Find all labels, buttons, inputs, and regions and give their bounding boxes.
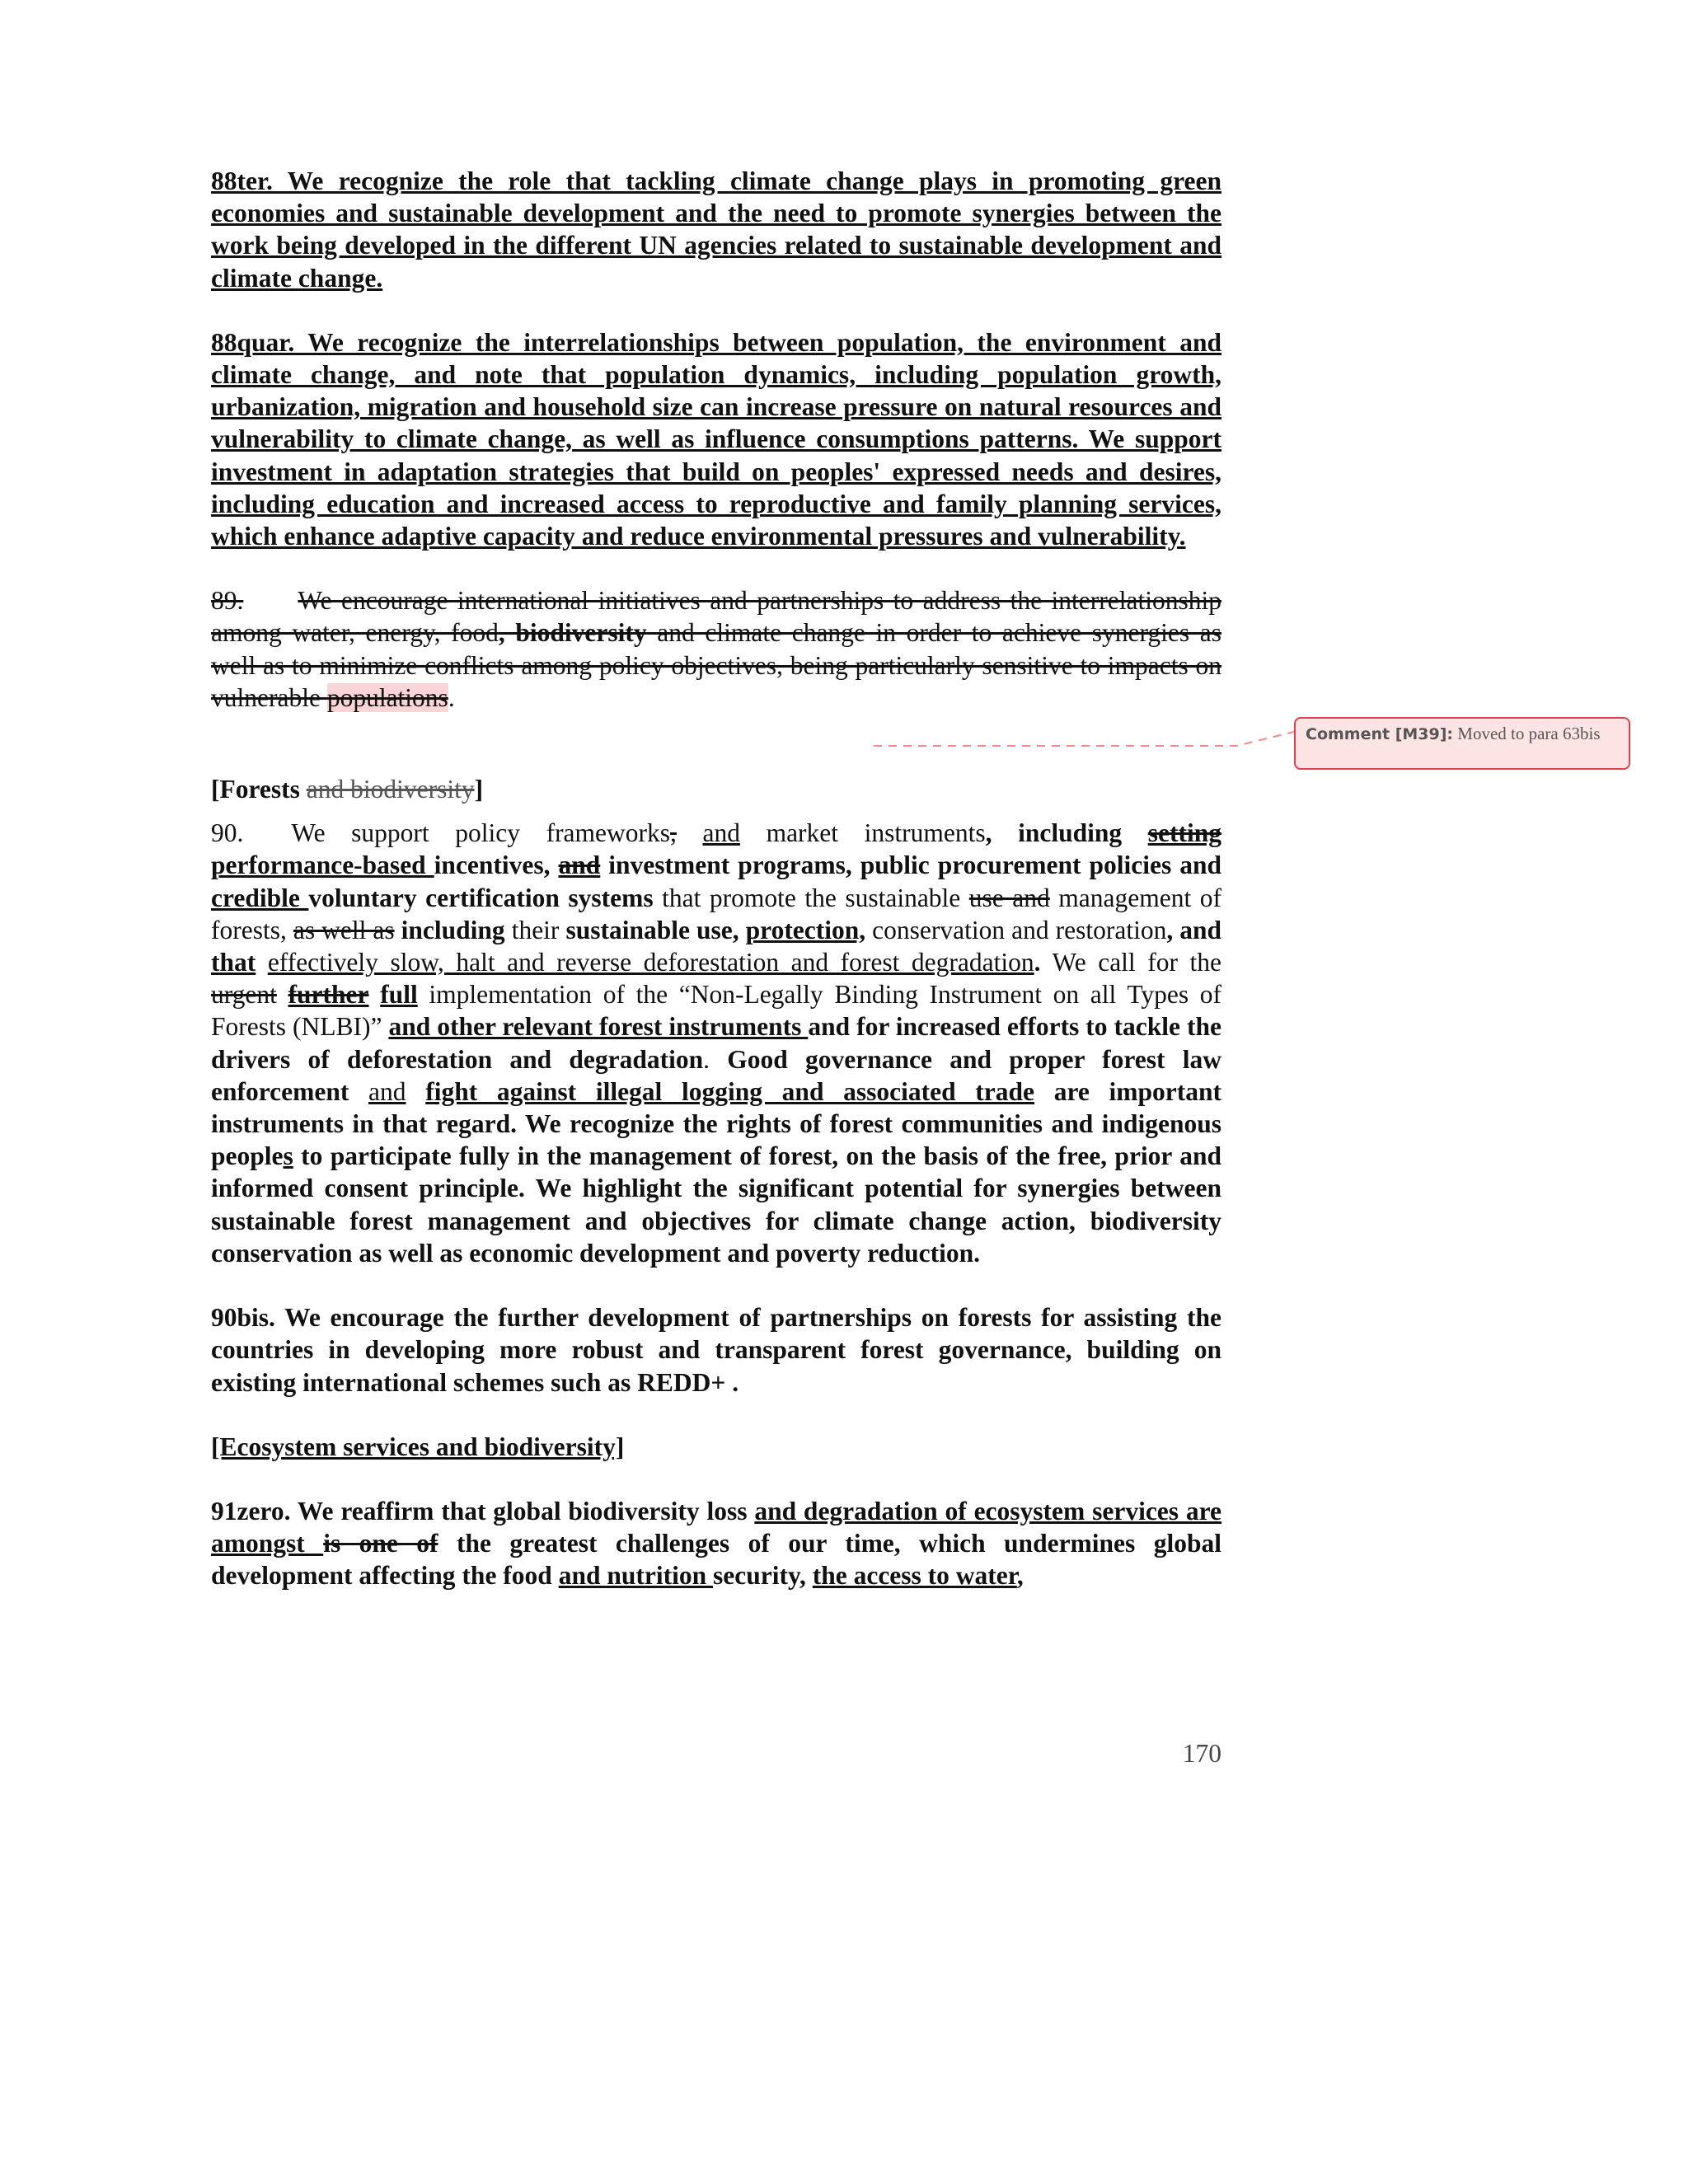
document-body — [211, 165, 1221, 1624]
heading-forests-open: [Forests — [211, 775, 307, 804]
comment-tag: Comment [M39]: — [1306, 725, 1454, 743]
p90-t43: fight against illegal logging and associated trade — [425, 1076, 1035, 1106]
p90-t44: are important instruments in that regard. We recognize the rights of forest communities and indigenous people — [211, 1076, 1222, 1171]
p90-t35: full — [380, 980, 418, 1010]
p91-b: and degradation of ecosystem services are amongst — [211, 1496, 1222, 1558]
p90-t22: sustainable use, — [565, 915, 746, 944]
p90-t27 — [256, 948, 268, 977]
p90-t05: and — [702, 818, 740, 848]
p90-t36: implementation of the “Non-Legally Binding Instrument on all Types of Forests (NLBI)” — [211, 980, 1222, 1042]
p89-text-a: We encourage international initiatives and partnerships to address the interrelationship among water, energy, food — [211, 586, 1221, 648]
paragraph-90bis — [211, 1301, 1221, 1399]
paragraph-89-deleted — [211, 584, 1221, 714]
paragraph-88quar — [211, 326, 1221, 552]
p90-t06: market instruments — [739, 818, 986, 848]
p90-t41: and — [368, 1076, 406, 1106]
p90-t13: investment programs, public procurement policies and — [600, 851, 1221, 880]
p90-t04 — [677, 818, 703, 847]
p90-t11: incentives, — [434, 851, 559, 880]
p90-t40: Good governance and proper forest law enforcement — [211, 1044, 1221, 1106]
p90-t37: and other relevant forest instruments — [388, 1012, 809, 1042]
p90-t46: to participate fully in the management of forest, on the basis of the free, prior and informed consent principle. We highlight the significant potential for synergies between sustainable forest management and objectives for climate change action, biodiversity conservation as well as economic development and poverty reduction. — [211, 1141, 1221, 1268]
p90-t03: , — [670, 818, 677, 848]
p90-t24: conservation and restoration — [865, 915, 1167, 944]
p90-t28: effectively slow, halt and reverse deforestation and forest degradation — [267, 948, 1034, 977]
p90-t17: use and — [968, 883, 1050, 912]
p90-t29: . — [1034, 948, 1041, 977]
heading-ecosystem-services — [211, 1431, 1221, 1463]
p90-t18: management of forests, — [211, 883, 1221, 944]
p90-t45: s — [283, 1141, 293, 1171]
heading-forests-close: ] — [474, 775, 484, 804]
comment-balloon[interactable] — [1294, 717, 1630, 770]
p90-t10: performance-based — [211, 851, 434, 880]
p90-t26: that — [211, 948, 256, 977]
p90-t32 — [277, 980, 288, 1009]
p90-t12: and — [558, 851, 601, 880]
paragraph-88quar-text: 88quar. We recognize the interrelationships between population, the environment and climate change, and note that population dynamics, including population growth, urbanization, migration and household size can increase pressure on natural resources and vulnerability to climate change, as well as influence consumptions patterns. We support investment in adaptation strategies that build on peoples' expressed needs and desires, including education and increased access to reproductive and family planning services, which enhance adaptive capacity and reduce environmental pressures and vulnerability. — [211, 327, 1221, 551]
p91-d: the greatest challenges of our time, which undermines global development affecting the food — [211, 1529, 1221, 1591]
p90-t02: We support policy frameworks — [291, 818, 671, 848]
heading-forests — [211, 773, 1221, 805]
p90-t38: and for increased efforts to tackle the drivers of deforestation and degradation — [211, 1012, 1221, 1074]
paragraph-91zero — [211, 1495, 1221, 1592]
p90-t14: credible — [211, 883, 309, 912]
paragraph-88ter — [211, 165, 1221, 294]
paragraph-88ter-text: 88ter. We recognize the role that tackling climate change plays in promoting green economies and sustainable development and the need to promote synergies between the work being developed in the different UN agencies related to sustainable development and climate change. — [211, 166, 1221, 293]
heading-forests-struck: and biodiversity — [306, 775, 475, 804]
p90-t15: voluntary certification systems — [308, 883, 654, 912]
p90-t19: as well as — [293, 915, 395, 944]
p91-a: 91zero. We reaffirm that global biodiversity loss — [211, 1496, 755, 1526]
comment-text: Moved to para 63bis — [1453, 724, 1601, 743]
p90-t25: , and — [1166, 915, 1221, 944]
p89-number: 89. — [211, 586, 244, 616]
p89-text-c: and climate change in order to achieve synergies as well as to minimize conflicts among policy objectives, being particularly sensitive to impacts on vulnerable — [211, 618, 1221, 712]
p90-t01: 90. — [211, 818, 244, 848]
p90-t34 — [369, 980, 381, 1009]
p90-t31: urgent — [211, 980, 277, 1010]
p90-t39: . — [703, 1044, 728, 1074]
p91-g: the access to water — [812, 1561, 1017, 1591]
p90-t21: their — [504, 915, 566, 944]
p89-comment-anchor[interactable]: populations — [326, 682, 448, 712]
p90-t23: protection, — [745, 915, 866, 944]
p89-text-biodiversity: , biodiversity — [498, 618, 647, 648]
p90-t08: setting — [1147, 818, 1221, 848]
p90-t42 — [406, 1077, 426, 1106]
p89-text-e: . — [448, 682, 455, 712]
p90-t33: further — [288, 980, 369, 1010]
heading-ecosystem-text: [Ecosystem services and biodiversity] — [211, 1432, 625, 1461]
p90-t20: including — [394, 915, 505, 944]
p90-t30: We call for the — [1040, 948, 1222, 977]
p91-f: security, — [713, 1561, 813, 1591]
p90-t07: , including — [985, 818, 1148, 848]
p91-e: and nutrition — [558, 1561, 713, 1591]
p90-t16: that promote the sustainable — [653, 883, 969, 912]
page-number: 170 — [1182, 1739, 1221, 1768]
p91-c: is one of — [323, 1529, 438, 1558]
paragraph-90 — [211, 817, 1221, 1269]
p91-h: , — [1016, 1561, 1024, 1591]
paragraph-90bis-text: 90bis. We encourage the further development of partnerships on forests for assisting the countries in developing more robust and transparent forest governance, building on existing international schemes such as REDD+ . — [211, 1303, 1221, 1397]
